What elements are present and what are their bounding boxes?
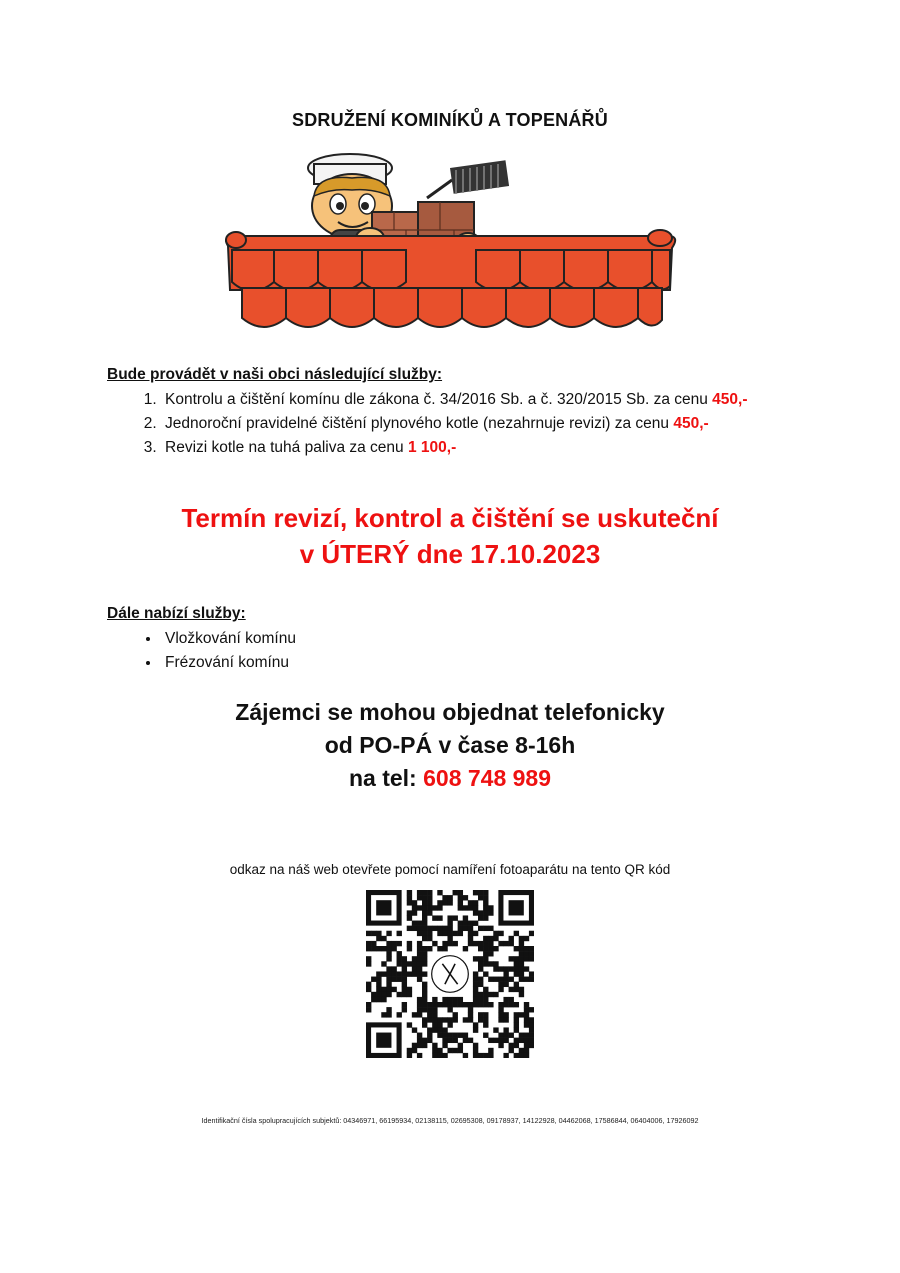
service-text: Jednoroční pravidelné čištění plynového kotle (nezahrnuje revizi) za cenu — [165, 415, 674, 432]
chimney-sweep-illustration — [222, 150, 678, 350]
more-services-heading: Dále nabízí služby: — [107, 605, 246, 622]
services-section — [107, 366, 827, 460]
contact-phone-line — [0, 762, 900, 795]
page-title: SDRUŽENÍ KOMINÍKŮ A TOPENÁŘŮ — [292, 110, 608, 130]
list-item — [161, 412, 827, 436]
services-heading: Bude provádět v naši obci následující služby: — [107, 366, 443, 383]
phone-prefix: na tel: — [348, 765, 424, 791]
list-item — [161, 388, 827, 412]
qr-code-icon — [366, 890, 534, 1058]
contact-line-1: Zájemci se mohou objednat telefonicky — [235, 699, 665, 725]
services-list — [107, 388, 827, 460]
service-price: 450,- — [712, 391, 748, 408]
list-item — [161, 436, 827, 460]
list-item: • Frézování komínu — [161, 651, 707, 675]
qr-code[interactable] — [366, 890, 534, 1058]
service-text: Kontrolu a čištění komínu dle zákona č. 34/2016 Sb. a č. 320/2015 Sb. za cenu — [165, 391, 713, 408]
term-line-1: Termín revizí, kontrol a čištění se uskuteční — [181, 503, 719, 533]
phone-number[interactable]: 608 748 989 — [423, 765, 552, 791]
service-price: 450,- — [673, 415, 709, 432]
more-services-list — [107, 627, 707, 675]
contact-section — [0, 696, 900, 795]
list-item: • Vložkování komínu — [161, 627, 707, 651]
service-price: 1 100,- — [407, 439, 457, 456]
contact-line-2: od PO-PÁ v čase 8-16h — [324, 732, 576, 758]
qr-caption: odkaz na náš web otevřete pomocí namíření fotoaparátu na tento QR kód — [229, 862, 671, 877]
footer-ids — [0, 1116, 900, 1125]
term-announcement — [0, 500, 900, 572]
more-services-section — [107, 605, 707, 675]
term-line-2: v ÚTERÝ dne 17.10.2023 — [299, 539, 601, 569]
service-text: Revizi kotle na tuhá paliva za cenu — [165, 439, 408, 456]
footer-text: Identifikační čísla spolupracujících subjektů: 04346971, 66195934, 02138115, 02695308, 09178937, 14122928, 04462068, 17586844, 06404006, — [201, 1116, 667, 1125]
chimney-sweep-icon — [222, 150, 678, 350]
footer-last-id: 17926092 — [666, 1116, 699, 1125]
